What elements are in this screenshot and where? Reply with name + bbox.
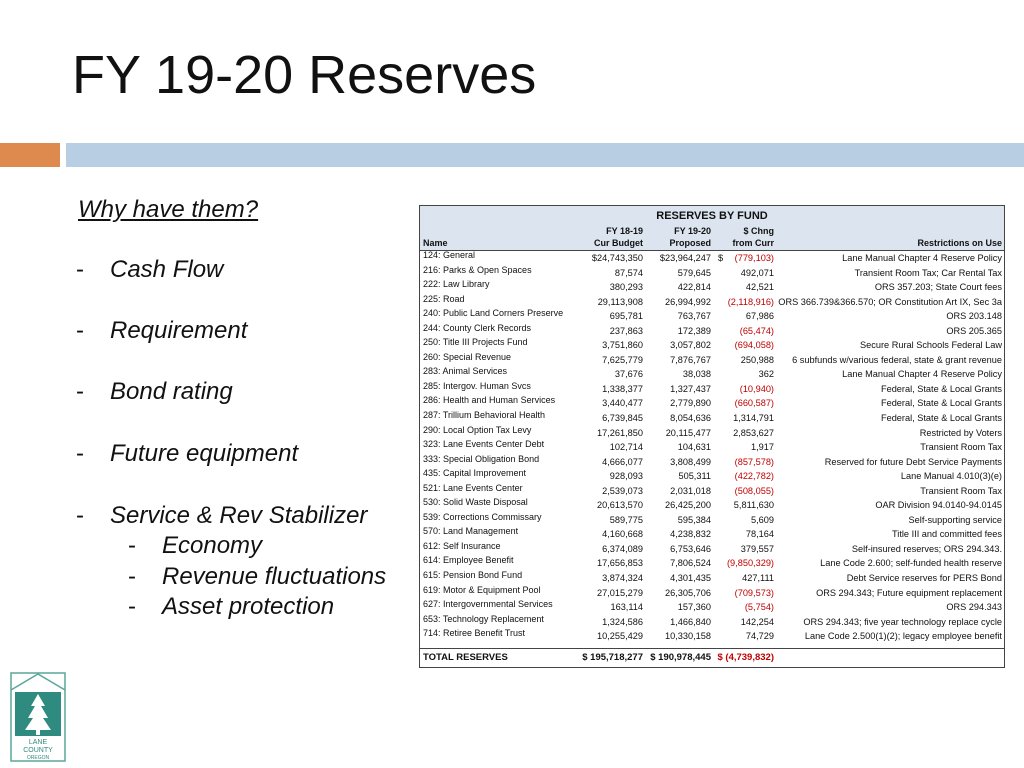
row-cur-budget: 102,714 (609, 442, 643, 453)
row-proposed: 4,301,435 (670, 573, 711, 584)
row-name: 333: Special Obligation Bond (423, 453, 540, 464)
row-proposed: 26,994,992 (665, 296, 711, 307)
row-change: (779,103) (734, 253, 774, 263)
logo-text-2: COUNTY (23, 747, 53, 754)
row-name: 244: County Clerk Records (423, 322, 532, 333)
col-prop-header-1: FY 19-20 (674, 226, 711, 236)
row-change: 67,986 (745, 311, 774, 322)
row-name: 714: Retiree Benefit Trust (423, 628, 526, 639)
row-change: 250,988 (740, 354, 774, 365)
row-change: (65,474) (739, 325, 774, 336)
row-proposed: 1,466,840 (670, 616, 711, 627)
table-header (420, 206, 1004, 251)
row-change: (5,754) (744, 602, 774, 613)
row-restrictions: ORS 294.343; Future equipment replacement (816, 587, 1002, 598)
row-change: 142,254 (740, 616, 774, 627)
row-change: 1,314,791 (733, 413, 774, 424)
row-cur-budget: 20,613,570 (597, 500, 643, 511)
row-name: 222: Law Library (423, 279, 490, 290)
row-dollar-sign: $ (718, 253, 724, 263)
row-change: 42,521 (745, 282, 774, 293)
row-restrictions: 6 subfunds w/various federal, state & grant revenue (792, 354, 1002, 365)
slide-subtitle: Why have them? (78, 196, 259, 223)
row-change: 2,853,627 (733, 427, 774, 438)
accent-bar-orange (0, 143, 60, 167)
row-change: (660,587) (734, 398, 774, 409)
row-restrictions: Title III and committed fees (892, 529, 1002, 540)
row-restrictions: Lane Manual Chapter 4 Reserve Policy (842, 369, 1002, 380)
row-change: 362 (758, 369, 774, 380)
row-restrictions: Federal, State & Local Grants (880, 413, 1002, 424)
row-restrictions: Lane Code 2.600; self-funded health reserve (820, 558, 1002, 569)
row-cur-budget: 37,676 (614, 369, 643, 380)
row-proposed: 10,330,158 (665, 631, 711, 642)
table-row (420, 629, 1004, 644)
row-change: 1,917 (751, 442, 774, 453)
row-restrictions: Lane Manual 4.010(3)(e) (900, 471, 1002, 482)
row-proposed: 172,389 (677, 325, 711, 336)
row-restrictions: ORS 205.365 (946, 325, 1002, 336)
total-row (420, 648, 1004, 667)
row-proposed: 3,808,499 (670, 456, 711, 467)
row-name: 225: Road (423, 293, 465, 304)
row-cur-budget: 29,113,908 (597, 296, 643, 307)
total-chg: $ (4,739,832) (717, 651, 774, 663)
row-change: (694,058) (734, 340, 774, 351)
bullet-item: - Future equipment (76, 440, 299, 467)
row-proposed: 422,814 (677, 282, 711, 293)
accent-bar-blue (66, 143, 1024, 167)
table-row (420, 280, 1004, 295)
row-proposed: 3,057,802 (670, 340, 711, 351)
table-row (420, 527, 1004, 542)
row-restrictions: Self-insured reserves; ORS 294.343. (851, 543, 1002, 554)
row-name: 614: Employee Benefit (423, 555, 514, 566)
bullet-item: - Cash Flow (76, 256, 224, 283)
row-name: 521: Lane Events Center (423, 482, 523, 493)
row-change: 78,164 (745, 529, 774, 540)
sub-bullet-item: - Revenue fluctuations (128, 563, 387, 590)
row-proposed: 7,806,524 (670, 558, 711, 569)
row-cur-budget: 589,775 (609, 514, 643, 525)
table-body (420, 251, 1004, 644)
row-proposed: 8,054,636 (670, 413, 711, 424)
row-change: 492,071 (740, 267, 774, 278)
row-proposed: 20,115,477 (665, 427, 711, 438)
col-chg-header-1: $ Chng (743, 226, 774, 236)
row-cur-budget: 17,261,850 (597, 427, 643, 438)
row-proposed: 763,767 (677, 311, 711, 322)
row-restrictions: Federal, State & Local Grants (880, 383, 1002, 394)
row-proposed: $23,964,247 (659, 253, 711, 263)
row-name: 627: Intergovernmental Services (423, 599, 553, 610)
row-cur-budget: 380,293 (609, 282, 643, 293)
row-restrictions: Federal, State & Local Grants (880, 398, 1002, 409)
row-cur-budget: 3,440,477 (602, 398, 643, 409)
col-chg-header-2: from Curr (732, 238, 774, 248)
row-proposed: 6,753,646 (670, 543, 711, 554)
row-proposed: 2,031,018 (670, 485, 711, 496)
sub-bullet-item: - Economy (128, 532, 263, 559)
bullet-item: - Bond rating (76, 378, 233, 405)
col-prop-header-2: Proposed (669, 238, 711, 248)
row-cur-budget: $24,743,350 (591, 253, 643, 263)
row-change: (10,940) (739, 383, 774, 394)
bullet-item: - Service & Rev Stabilizer (76, 502, 368, 529)
row-name: 240: Public Land Corners Preserve (423, 308, 564, 319)
row-change: 379,557 (740, 543, 774, 554)
total-cur: $ 195,718,277 (582, 651, 643, 663)
col-restrictions-header: Restrictions on Use (917, 238, 1002, 248)
row-restrictions: Transient Room Tax; Car Rental Tax (854, 267, 1002, 278)
row-change: (422,782) (734, 471, 774, 482)
logo-text-3: OREGON (26, 755, 50, 761)
row-restrictions: Self-supporting service (908, 514, 1002, 525)
row-cur-budget: 17,656,853 (597, 558, 643, 569)
row-restrictions: ORS 366.739&366.570; OR Constitution Art IX, Sec 3a (778, 296, 1002, 307)
row-change: 5,609 (751, 514, 774, 525)
row-restrictions: ORS 357.203; State Court fees (874, 282, 1002, 293)
row-cur-budget: 163,114 (610, 602, 643, 613)
row-name: 435: Capital Improvement (423, 468, 527, 479)
row-cur-budget: 10,255,429 (597, 631, 643, 642)
row-name: 612: Self Insurance (423, 540, 501, 551)
row-proposed: 157,360 (677, 602, 711, 613)
row-name: 615: Pension Bond Fund (423, 570, 523, 581)
row-restrictions: ORS 203.148 (946, 311, 1002, 322)
row-restrictions: Secure Rural Schools Federal Law (860, 340, 1002, 351)
row-cur-budget: 27,015,279 (597, 587, 643, 598)
slide-title: FY 19-20 Reserves (72, 45, 537, 105)
row-name: 260: Special Revenue (423, 351, 512, 362)
row-proposed: 505,311 (678, 471, 711, 482)
row-proposed: 104,631 (677, 442, 711, 453)
row-proposed: 2,779,890 (670, 398, 711, 409)
row-change: (2,118,916) (727, 296, 774, 307)
row-cur-budget: 928,093 (609, 471, 643, 482)
row-name: 290: Local Option Tax Levy (423, 424, 532, 435)
row-cur-budget: 3,874,324 (602, 573, 643, 584)
row-cur-budget: 87,574 (614, 267, 643, 278)
row-name: 323: Lane Events Center Debt (423, 439, 545, 450)
col-cur-header-1: FY 18-19 (606, 226, 643, 236)
row-change: (508,055) (734, 485, 774, 496)
row-proposed: 38,038 (682, 369, 711, 380)
row-restrictions: Restricted by Voters (919, 427, 1002, 438)
row-proposed: 26,305,706 (665, 587, 711, 598)
logo-text-1: LANE (28, 739, 48, 746)
row-cur-budget: 3,751,860 (602, 340, 643, 351)
row-name: 287: Trillium Behavioral Health (423, 410, 546, 421)
row-restrictions: ORS 294.343 (946, 602, 1002, 613)
col-cur-header-2: Cur Budget (594, 238, 643, 248)
row-cur-budget: 1,338,377 (602, 383, 643, 394)
lane-county-logo (10, 672, 66, 762)
row-proposed: 26,425,200 (665, 500, 711, 511)
row-restrictions: Transient Room Tax (920, 442, 1002, 453)
bullet-item: - Requirement (76, 317, 248, 344)
row-cur-budget: 6,374,089 (602, 543, 643, 554)
row-name: 283: Animal Services (423, 366, 508, 377)
row-name: 539: Corrections Commissary (423, 511, 542, 522)
table-row (420, 266, 1004, 281)
sub-bullet-item: - Asset protection (128, 593, 335, 620)
row-cur-budget: 4,666,077 (602, 456, 643, 467)
row-cur-budget: 6,739,845 (602, 413, 643, 424)
row-proposed: 1,327,437 (670, 383, 711, 394)
row-name: 250: Title III Projects Fund (423, 337, 528, 348)
row-cur-budget: 7,625,779 (602, 354, 643, 365)
row-restrictions: OAR Division 94.0140-94.0145 (875, 500, 1002, 511)
row-cur-budget: 1,324,586 (602, 616, 643, 627)
reserves-table (419, 205, 1005, 668)
row-cur-budget: 695,781 (609, 311, 643, 322)
row-proposed: 579,645 (677, 267, 711, 278)
row-proposed: 7,876,767 (670, 354, 711, 365)
row-change: 427,111 (742, 573, 774, 584)
row-cur-budget: 4,160,668 (602, 529, 643, 540)
row-name: 216: Parks & Open Spaces (423, 264, 532, 275)
row-name: 619: Motor & Equipment Pool (423, 584, 541, 595)
table-row (420, 353, 1004, 368)
row-name: 653: Technology Replacement (423, 613, 544, 624)
row-name: 285: Intergov. Human Svcs (423, 380, 531, 391)
column-headers (420, 225, 1004, 250)
row-restrictions: Debt Service reserves for PERS Bond (846, 573, 1002, 584)
total-prop: $ 190,978,445 (650, 651, 711, 663)
total-label: TOTAL RESERVES (423, 651, 508, 663)
col-name-header: Name (423, 238, 448, 248)
table-title: RESERVES BY FUND (656, 210, 768, 222)
row-proposed: 595,384 (677, 514, 711, 525)
row-restrictions: Reserved for future Debt Service Payments (824, 456, 1002, 467)
row-change: 74,729 (745, 631, 774, 642)
row-name: 124: General (423, 250, 476, 260)
row-restrictions: Lane Code 2.500(1)(2); legacy employee benefit (804, 631, 1002, 642)
row-name: 530: Solid Waste Disposal (423, 497, 528, 508)
row-change: (709,573) (734, 587, 774, 598)
row-name: 286: Health and Human Services (423, 395, 556, 406)
row-change: 5,811,630 (733, 500, 774, 511)
row-name: 570: Land Management (423, 526, 519, 537)
row-change: (9,850,329) (727, 558, 774, 569)
row-proposed: 4,238,832 (670, 529, 711, 540)
row-cur-budget: 237,863 (609, 325, 643, 336)
row-cur-budget: 2,539,073 (602, 485, 643, 496)
row-restrictions: Transient Room Tax (920, 485, 1002, 496)
row-restrictions: Lane Manual Chapter 4 Reserve Policy (842, 253, 1002, 263)
row-restrictions: ORS 294.343; five year technology replace cycle (803, 616, 1002, 627)
row-change: (857,578) (734, 456, 774, 467)
